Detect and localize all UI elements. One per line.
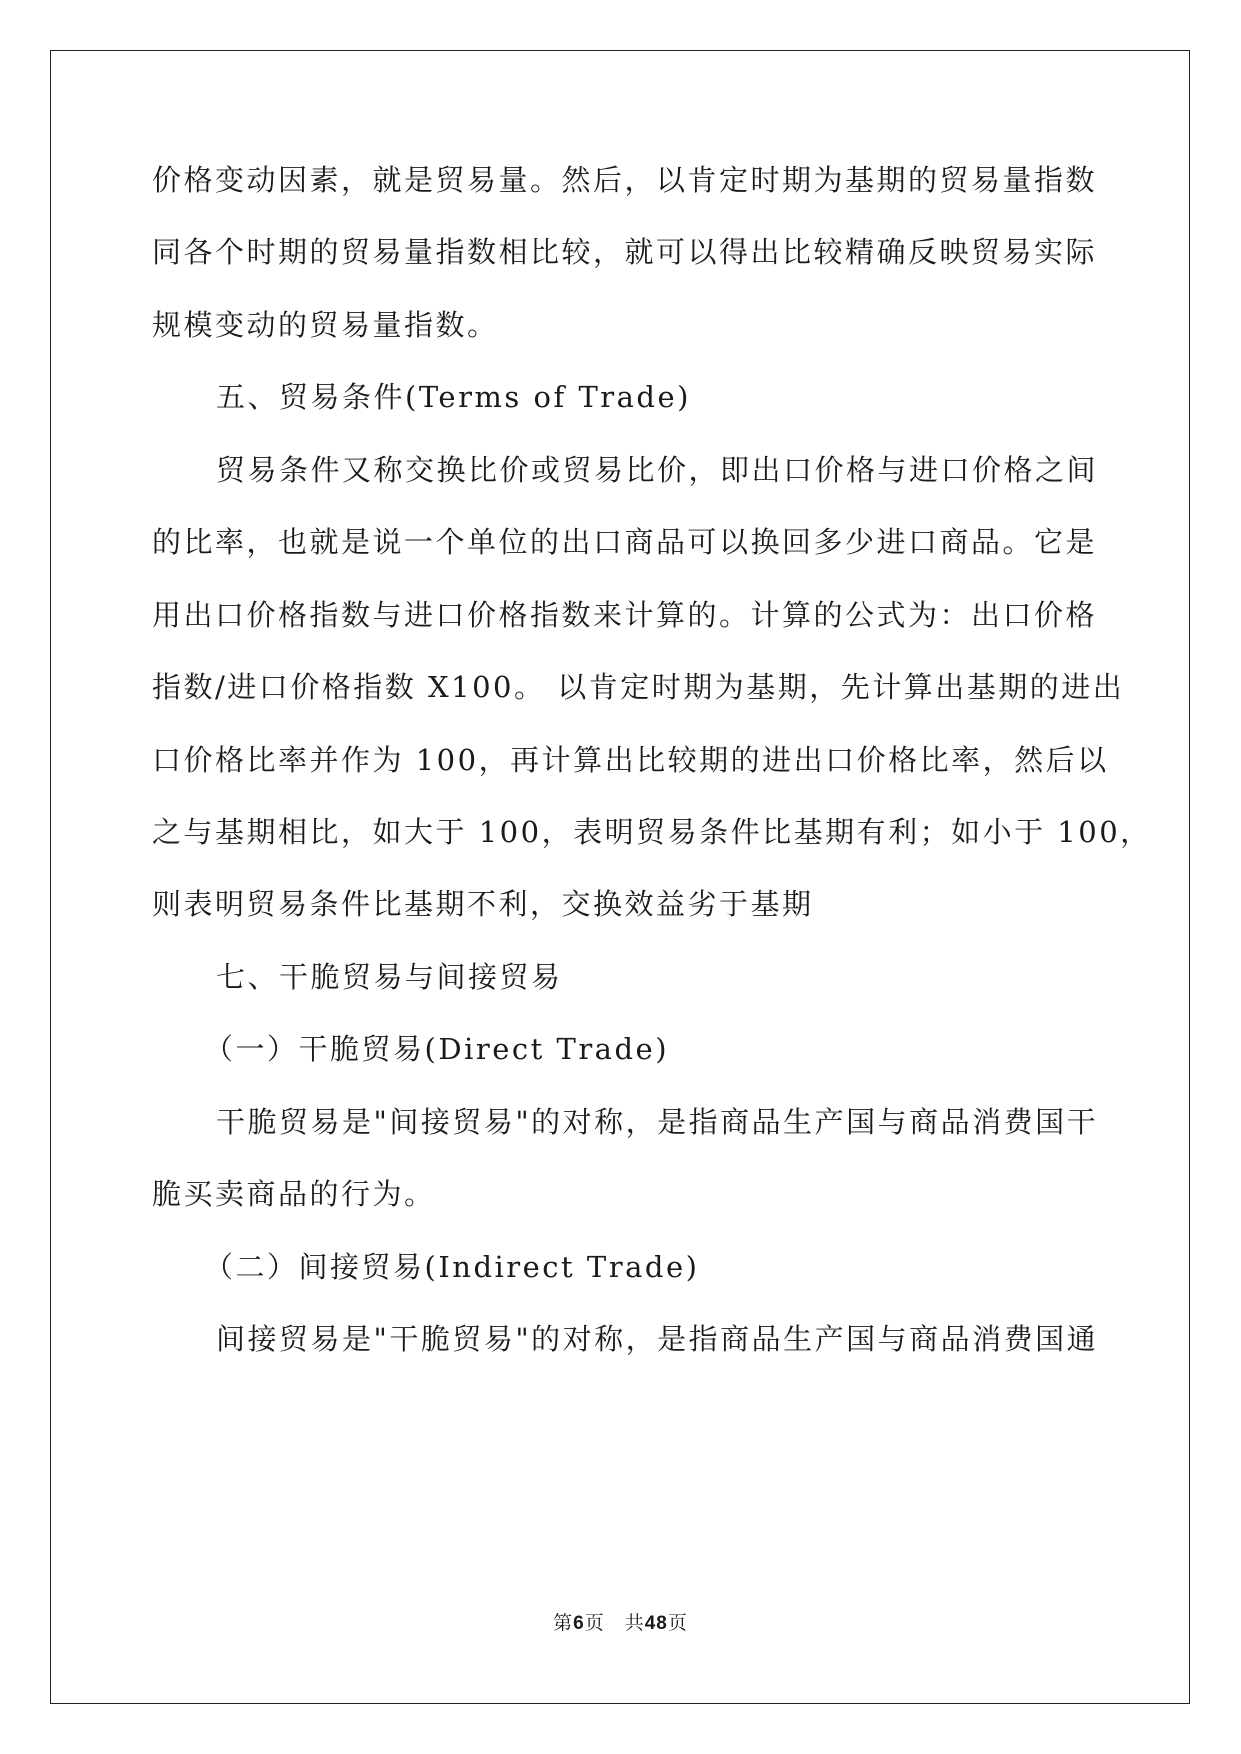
- paragraph-line: 用出口价格指数与进口价格指数来计算的。计算的公式为：出口价格: [152, 598, 1098, 632]
- paragraph-line: 规模变动的贸易量指数。: [152, 308, 499, 342]
- paragraph-line: 则表明贸易条件比基期不利，交换效益劣于基期: [152, 887, 814, 921]
- paragraph-line: 口价格比率并作为 100，再计算出比较期的进出口价格比率，然后以: [152, 743, 1109, 777]
- page-number: 6: [573, 1613, 585, 1634]
- page-footer: [0, 1608, 1241, 1635]
- footer-suffix: 页: [667, 1612, 688, 1634]
- paragraph-line: 干脆贸易是"间接贸易"的对称，是指商品生产国与商品消费国干: [216, 1105, 1099, 1139]
- section-heading: 七、干脆贸易与间接贸易: [216, 960, 563, 994]
- paragraph-line: 脆买卖商品的行为。: [152, 1177, 436, 1211]
- paragraph-line: 贸易条件又称交换比价或贸易比价，即出口价格与进口价格之间: [216, 453, 1099, 487]
- footer-middle: 页 共: [584, 1612, 645, 1634]
- total-pages: 48: [644, 1613, 668, 1634]
- footer-prefix: 第: [553, 1612, 574, 1634]
- page-border: [50, 50, 1190, 1704]
- paragraph-line: 指数/进口价格指数 X100。 以肯定时期为基期，先计算出基期的进出: [152, 670, 1125, 704]
- paragraph-line: 同各个时期的贸易量指数相比较，就可以得出比较精确反映贸易实际: [152, 235, 1098, 269]
- section-heading: 五、贸易条件(Terms of Trade): [216, 380, 691, 414]
- subsection-heading: （一）干脆贸易(Direct Trade): [204, 1032, 670, 1066]
- paragraph-line: 之与基期相比，如大于 100，表明贸易条件比基期有利；如小于 100，: [152, 815, 1152, 849]
- paragraph-line: 间接贸易是"干脆贸易"的对称，是指商品生产国与商品消费国通: [216, 1322, 1099, 1356]
- paragraph-line: 价格变动因素，就是贸易量。然后，以肯定时期为基期的贸易量指数: [152, 163, 1098, 197]
- subsection-heading: （二）间接贸易(Indirect Trade): [204, 1250, 700, 1284]
- paragraph-line: 的比率，也就是说一个单位的出口商品可以换回多少进口商品。它是: [152, 525, 1098, 559]
